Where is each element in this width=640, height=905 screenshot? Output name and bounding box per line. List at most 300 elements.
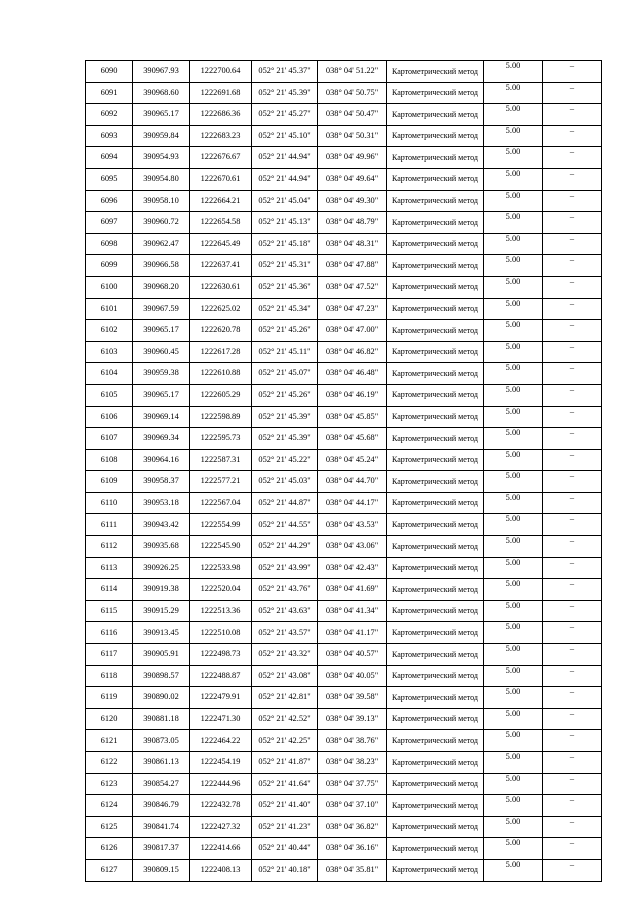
table-row: [86, 773, 602, 795]
point-number-cell: 6090: [86, 61, 133, 83]
error-cell: 5.00: [484, 276, 543, 298]
latitude-cell: 052° 21' 40.44": [252, 838, 318, 860]
x-coordinate-cell: 390960.45: [133, 341, 190, 363]
longitude-cell: 038° 04' 48.31": [318, 233, 387, 255]
table-row: [86, 730, 602, 752]
longitude-cell: 038° 04' 44.70": [318, 471, 387, 493]
table-row: [86, 622, 602, 644]
method-cell: Картометрический метод: [387, 536, 484, 558]
longitude-cell: 038° 04' 50.31": [318, 125, 387, 147]
y-coordinate-cell: 1222520.04: [190, 579, 252, 601]
longitude-cell: 038° 04' 39.13": [318, 708, 387, 730]
error-cell: 5.00: [484, 708, 543, 730]
coordinates-table: [85, 60, 602, 882]
x-coordinate-cell: 390959.38: [133, 363, 190, 385]
error-cell: 5.00: [484, 82, 543, 104]
y-coordinate-cell: 1222444.96: [190, 773, 252, 795]
table-row: [86, 644, 602, 666]
method-cell: Картометрический метод: [387, 428, 484, 450]
y-coordinate-cell: 1222664.21: [190, 190, 252, 212]
note-cell: –: [543, 190, 602, 212]
point-number-cell: 6114: [86, 579, 133, 601]
y-coordinate-cell: 1222498.73: [190, 644, 252, 666]
y-coordinate-cell: 1222610.88: [190, 363, 252, 385]
method-cell: Картометрический метод: [387, 449, 484, 471]
x-coordinate-cell: 390846.79: [133, 795, 190, 817]
note-cell: –: [543, 61, 602, 83]
method-cell: Картометрический метод: [387, 492, 484, 514]
longitude-cell: 038° 04' 44.17": [318, 492, 387, 514]
latitude-cell: 052° 21' 43.63": [252, 600, 318, 622]
point-number-cell: 6099: [86, 255, 133, 277]
table-row: [86, 82, 602, 104]
table-row: [86, 795, 602, 817]
table-row: [86, 320, 602, 342]
method-cell: Картометрический метод: [387, 665, 484, 687]
latitude-cell: 052° 21' 45.39": [252, 406, 318, 428]
x-coordinate-cell: 390915.29: [133, 600, 190, 622]
error-cell: 5.00: [484, 600, 543, 622]
error-cell: 5.00: [484, 687, 543, 709]
table-row: [86, 190, 602, 212]
error-cell: 5.00: [484, 104, 543, 126]
y-coordinate-cell: 1222533.98: [190, 557, 252, 579]
point-number-cell: 6119: [86, 687, 133, 709]
method-cell: Картометрический метод: [387, 233, 484, 255]
note-cell: –: [543, 687, 602, 709]
point-number-cell: 6104: [86, 363, 133, 385]
point-number-cell: 6098: [86, 233, 133, 255]
method-cell: Картометрический метод: [387, 104, 484, 126]
longitude-cell: 038° 04' 45.68": [318, 428, 387, 450]
note-cell: –: [543, 168, 602, 190]
x-coordinate-cell: 390954.93: [133, 147, 190, 169]
method-cell: Картометрический метод: [387, 298, 484, 320]
note-cell: –: [543, 298, 602, 320]
latitude-cell: 052° 21' 45.31": [252, 255, 318, 277]
latitude-cell: 052° 21' 41.64": [252, 773, 318, 795]
point-number-cell: 6116: [86, 622, 133, 644]
method-cell: Картометрический метод: [387, 320, 484, 342]
longitude-cell: 038° 04' 39.58": [318, 687, 387, 709]
latitude-cell: 052° 21' 45.37": [252, 61, 318, 83]
y-coordinate-cell: 1222620.78: [190, 320, 252, 342]
table-row: [86, 859, 602, 881]
point-number-cell: 6111: [86, 514, 133, 536]
y-coordinate-cell: 1222488.87: [190, 665, 252, 687]
table-row: [86, 471, 602, 493]
latitude-cell: 052° 21' 43.99": [252, 557, 318, 579]
latitude-cell: 052° 21' 43.57": [252, 622, 318, 644]
longitude-cell: 038° 04' 51.22": [318, 61, 387, 83]
error-cell: 5.00: [484, 255, 543, 277]
note-cell: –: [543, 644, 602, 666]
latitude-cell: 052° 21' 44.29": [252, 536, 318, 558]
latitude-cell: 052° 21' 42.81": [252, 687, 318, 709]
y-coordinate-cell: 1222414.66: [190, 838, 252, 860]
y-coordinate-cell: 1222510.08: [190, 622, 252, 644]
y-coordinate-cell: 1222654.58: [190, 212, 252, 234]
method-cell: Картометрический метод: [387, 212, 484, 234]
note-cell: –: [543, 384, 602, 406]
error-cell: 5.00: [484, 449, 543, 471]
x-coordinate-cell: 390969.14: [133, 406, 190, 428]
table-row: [86, 104, 602, 126]
table-row: [86, 557, 602, 579]
point-number-cell: 6122: [86, 752, 133, 774]
x-coordinate-cell: 390965.17: [133, 384, 190, 406]
latitude-cell: 052° 21' 45.22": [252, 449, 318, 471]
longitude-cell: 038° 04' 41.17": [318, 622, 387, 644]
method-cell: Картометрический метод: [387, 816, 484, 838]
error-cell: 5.00: [484, 471, 543, 493]
table-row: [86, 298, 602, 320]
note-cell: –: [543, 255, 602, 277]
error-cell: 5.00: [484, 859, 543, 881]
longitude-cell: 038° 04' 50.75": [318, 82, 387, 104]
point-number-cell: 6115: [86, 600, 133, 622]
latitude-cell: 052° 21' 45.34": [252, 298, 318, 320]
method-cell: Картометрический метод: [387, 622, 484, 644]
method-cell: Картометрический метод: [387, 859, 484, 881]
note-cell: –: [543, 557, 602, 579]
point-number-cell: 6126: [86, 838, 133, 860]
point-number-cell: 6102: [86, 320, 133, 342]
point-number-cell: 6093: [86, 125, 133, 147]
x-coordinate-cell: 390905.91: [133, 644, 190, 666]
y-coordinate-cell: 1222691.68: [190, 82, 252, 104]
note-cell: –: [543, 622, 602, 644]
error-cell: 5.00: [484, 665, 543, 687]
y-coordinate-cell: 1222513.36: [190, 600, 252, 622]
table-row: [86, 168, 602, 190]
table-body: [86, 61, 602, 882]
x-coordinate-cell: 390953.18: [133, 492, 190, 514]
latitude-cell: 052° 21' 42.52": [252, 708, 318, 730]
error-cell: 5.00: [484, 384, 543, 406]
error-cell: 5.00: [484, 212, 543, 234]
longitude-cell: 038° 04' 38.23": [318, 752, 387, 774]
y-coordinate-cell: 1222700.64: [190, 61, 252, 83]
x-coordinate-cell: 390854.27: [133, 773, 190, 795]
error-cell: 5.00: [484, 838, 543, 860]
method-cell: Картометрический метод: [387, 644, 484, 666]
error-cell: 5.00: [484, 492, 543, 514]
point-number-cell: 6101: [86, 298, 133, 320]
longitude-cell: 038° 04' 49.30": [318, 190, 387, 212]
x-coordinate-cell: 390958.10: [133, 190, 190, 212]
error-cell: 5.00: [484, 298, 543, 320]
table-row: [86, 536, 602, 558]
x-coordinate-cell: 390913.45: [133, 622, 190, 644]
y-coordinate-cell: 1222408.13: [190, 859, 252, 881]
longitude-cell: 038° 04' 47.23": [318, 298, 387, 320]
note-cell: –: [543, 838, 602, 860]
x-coordinate-cell: 390873.05: [133, 730, 190, 752]
note-cell: –: [543, 82, 602, 104]
point-number-cell: 6121: [86, 730, 133, 752]
x-coordinate-cell: 390926.25: [133, 557, 190, 579]
latitude-cell: 052° 21' 45.11": [252, 341, 318, 363]
note-cell: –: [543, 147, 602, 169]
table-row: [86, 665, 602, 687]
method-cell: Картометрический метод: [387, 384, 484, 406]
y-coordinate-cell: 1222625.02: [190, 298, 252, 320]
x-coordinate-cell: 390943.42: [133, 514, 190, 536]
longitude-cell: 038° 04' 37.10": [318, 795, 387, 817]
latitude-cell: 052° 21' 45.03": [252, 471, 318, 493]
method-cell: Картометрический метод: [387, 752, 484, 774]
x-coordinate-cell: 390968.20: [133, 276, 190, 298]
note-cell: –: [543, 600, 602, 622]
method-cell: Картометрический метод: [387, 773, 484, 795]
longitude-cell: 038° 04' 43.53": [318, 514, 387, 536]
x-coordinate-cell: 390919.38: [133, 579, 190, 601]
latitude-cell: 052° 21' 45.26": [252, 320, 318, 342]
point-number-cell: 6092: [86, 104, 133, 126]
latitude-cell: 052° 21' 42.25": [252, 730, 318, 752]
point-number-cell: 6105: [86, 384, 133, 406]
latitude-cell: 052° 21' 40.18": [252, 859, 318, 881]
point-number-cell: 6095: [86, 168, 133, 190]
y-coordinate-cell: 1222637.41: [190, 255, 252, 277]
y-coordinate-cell: 1222554.99: [190, 514, 252, 536]
latitude-cell: 052° 21' 45.07": [252, 363, 318, 385]
longitude-cell: 038° 04' 46.48": [318, 363, 387, 385]
longitude-cell: 038° 04' 49.96": [318, 147, 387, 169]
method-cell: Картометрический метод: [387, 341, 484, 363]
x-coordinate-cell: 390954.80: [133, 168, 190, 190]
note-cell: –: [543, 773, 602, 795]
x-coordinate-cell: 390817.37: [133, 838, 190, 860]
latitude-cell: 052° 21' 45.10": [252, 125, 318, 147]
x-coordinate-cell: 390965.17: [133, 104, 190, 126]
point-number-cell: 6113: [86, 557, 133, 579]
x-coordinate-cell: 390841.74: [133, 816, 190, 838]
latitude-cell: 052° 21' 44.94": [252, 147, 318, 169]
table-row: [86, 212, 602, 234]
y-coordinate-cell: 1222676.67: [190, 147, 252, 169]
longitude-cell: 038° 04' 50.47": [318, 104, 387, 126]
error-cell: 5.00: [484, 622, 543, 644]
table-row: [86, 363, 602, 385]
note-cell: –: [543, 730, 602, 752]
x-coordinate-cell: 390881.18: [133, 708, 190, 730]
point-number-cell: 6127: [86, 859, 133, 881]
latitude-cell: 052° 21' 43.76": [252, 579, 318, 601]
x-coordinate-cell: 390959.84: [133, 125, 190, 147]
table-row: [86, 449, 602, 471]
longitude-cell: 038° 04' 47.52": [318, 276, 387, 298]
method-cell: Картометрический метод: [387, 730, 484, 752]
note-cell: –: [543, 492, 602, 514]
note-cell: –: [543, 406, 602, 428]
note-cell: –: [543, 276, 602, 298]
table-row: [86, 255, 602, 277]
table-row: [86, 341, 602, 363]
x-coordinate-cell: 390890.02: [133, 687, 190, 709]
table-row: [86, 838, 602, 860]
error-cell: 5.00: [484, 514, 543, 536]
method-cell: Картометрический метод: [387, 276, 484, 298]
method-cell: Картометрический метод: [387, 600, 484, 622]
longitude-cell: 038° 04' 45.24": [318, 449, 387, 471]
point-number-cell: 6097: [86, 212, 133, 234]
method-cell: Картометрический метод: [387, 471, 484, 493]
point-number-cell: 6112: [86, 536, 133, 558]
error-cell: 5.00: [484, 233, 543, 255]
latitude-cell: 052° 21' 44.55": [252, 514, 318, 536]
x-coordinate-cell: 390966.58: [133, 255, 190, 277]
note-cell: –: [543, 816, 602, 838]
y-coordinate-cell: 1222595.73: [190, 428, 252, 450]
method-cell: Картометрический метод: [387, 82, 484, 104]
error-cell: 5.00: [484, 557, 543, 579]
table-row: [86, 752, 602, 774]
point-number-cell: 6096: [86, 190, 133, 212]
error-cell: 5.00: [484, 341, 543, 363]
latitude-cell: 052° 21' 41.87": [252, 752, 318, 774]
table-row: [86, 579, 602, 601]
point-number-cell: 6108: [86, 449, 133, 471]
y-coordinate-cell: 1222454.19: [190, 752, 252, 774]
point-number-cell: 6118: [86, 665, 133, 687]
error-cell: 5.00: [484, 536, 543, 558]
point-number-cell: 6124: [86, 795, 133, 817]
point-number-cell: 6091: [86, 82, 133, 104]
latitude-cell: 052° 21' 45.39": [252, 428, 318, 450]
note-cell: –: [543, 708, 602, 730]
table-row: [86, 384, 602, 406]
point-number-cell: 6123: [86, 773, 133, 795]
point-number-cell: 6109: [86, 471, 133, 493]
note-cell: –: [543, 341, 602, 363]
note-cell: –: [543, 320, 602, 342]
y-coordinate-cell: 1222545.90: [190, 536, 252, 558]
error-cell: 5.00: [484, 816, 543, 838]
note-cell: –: [543, 212, 602, 234]
method-cell: Картометрический метод: [387, 708, 484, 730]
longitude-cell: 038° 04' 45.85": [318, 406, 387, 428]
note-cell: –: [543, 536, 602, 558]
x-coordinate-cell: 390967.93: [133, 61, 190, 83]
table-row: [86, 406, 602, 428]
latitude-cell: 052° 21' 45.36": [252, 276, 318, 298]
note-cell: –: [543, 449, 602, 471]
method-cell: Картометрический метод: [387, 406, 484, 428]
latitude-cell: 052° 21' 44.87": [252, 492, 318, 514]
note-cell: –: [543, 665, 602, 687]
error-cell: 5.00: [484, 579, 543, 601]
x-coordinate-cell: 390861.13: [133, 752, 190, 774]
point-number-cell: 6110: [86, 492, 133, 514]
method-cell: Картометрический метод: [387, 514, 484, 536]
table-row: [86, 708, 602, 730]
x-coordinate-cell: 390958.37: [133, 471, 190, 493]
longitude-cell: 038° 04' 36.16": [318, 838, 387, 860]
table-row: [86, 687, 602, 709]
longitude-cell: 038° 04' 42.43": [318, 557, 387, 579]
method-cell: Картометрический метод: [387, 255, 484, 277]
y-coordinate-cell: 1222686.36: [190, 104, 252, 126]
point-number-cell: 6103: [86, 341, 133, 363]
method-cell: Картометрический метод: [387, 363, 484, 385]
y-coordinate-cell: 1222617.28: [190, 341, 252, 363]
y-coordinate-cell: 1222577.21: [190, 471, 252, 493]
note-cell: –: [543, 104, 602, 126]
longitude-cell: 038° 04' 47.00": [318, 320, 387, 342]
note-cell: –: [543, 471, 602, 493]
error-cell: 5.00: [484, 428, 543, 450]
latitude-cell: 052° 21' 41.40": [252, 795, 318, 817]
table-row: [86, 233, 602, 255]
note-cell: –: [543, 428, 602, 450]
x-coordinate-cell: 390898.57: [133, 665, 190, 687]
error-cell: 5.00: [484, 168, 543, 190]
latitude-cell: 052° 21' 45.13": [252, 212, 318, 234]
y-coordinate-cell: 1222432.78: [190, 795, 252, 817]
method-cell: Картометрический метод: [387, 557, 484, 579]
x-coordinate-cell: 390969.34: [133, 428, 190, 450]
error-cell: 5.00: [484, 363, 543, 385]
point-number-cell: 6106: [86, 406, 133, 428]
y-coordinate-cell: 1222605.29: [190, 384, 252, 406]
longitude-cell: 038° 04' 38.76": [318, 730, 387, 752]
error-cell: 5.00: [484, 61, 543, 83]
table-row: [86, 276, 602, 298]
y-coordinate-cell: 1222427.32: [190, 816, 252, 838]
latitude-cell: 052° 21' 45.27": [252, 104, 318, 126]
x-coordinate-cell: 390935.68: [133, 536, 190, 558]
point-number-cell: 6120: [86, 708, 133, 730]
note-cell: –: [543, 752, 602, 774]
table-row: [86, 600, 602, 622]
y-coordinate-cell: 1222567.04: [190, 492, 252, 514]
note-cell: –: [543, 514, 602, 536]
y-coordinate-cell: 1222479.91: [190, 687, 252, 709]
note-cell: –: [543, 859, 602, 881]
method-cell: Картометрический метод: [387, 168, 484, 190]
method-cell: Картометрический метод: [387, 795, 484, 817]
error-cell: 5.00: [484, 644, 543, 666]
longitude-cell: 038° 04' 43.06": [318, 536, 387, 558]
longitude-cell: 038° 04' 35.81": [318, 859, 387, 881]
y-coordinate-cell: 1222670.61: [190, 168, 252, 190]
x-coordinate-cell: 390960.72: [133, 212, 190, 234]
longitude-cell: 038° 04' 40.05": [318, 665, 387, 687]
x-coordinate-cell: 390965.17: [133, 320, 190, 342]
latitude-cell: 052° 21' 44.94": [252, 168, 318, 190]
x-coordinate-cell: 390967.59: [133, 298, 190, 320]
x-coordinate-cell: 390809.15: [133, 859, 190, 881]
y-coordinate-cell: 1222471.30: [190, 708, 252, 730]
error-cell: 5.00: [484, 795, 543, 817]
longitude-cell: 038° 04' 40.57": [318, 644, 387, 666]
longitude-cell: 038° 04' 37.75": [318, 773, 387, 795]
x-coordinate-cell: 390962.47: [133, 233, 190, 255]
table-row: [86, 125, 602, 147]
longitude-cell: 038° 04' 47.88": [318, 255, 387, 277]
longitude-cell: 038° 04' 41.34": [318, 600, 387, 622]
table-row: [86, 816, 602, 838]
table-row: [86, 61, 602, 83]
latitude-cell: 052° 21' 45.39": [252, 82, 318, 104]
y-coordinate-cell: 1222645.49: [190, 233, 252, 255]
x-coordinate-cell: 390968.60: [133, 82, 190, 104]
latitude-cell: 052° 21' 41.23": [252, 816, 318, 838]
method-cell: Картометрический метод: [387, 61, 484, 83]
point-number-cell: 6100: [86, 276, 133, 298]
